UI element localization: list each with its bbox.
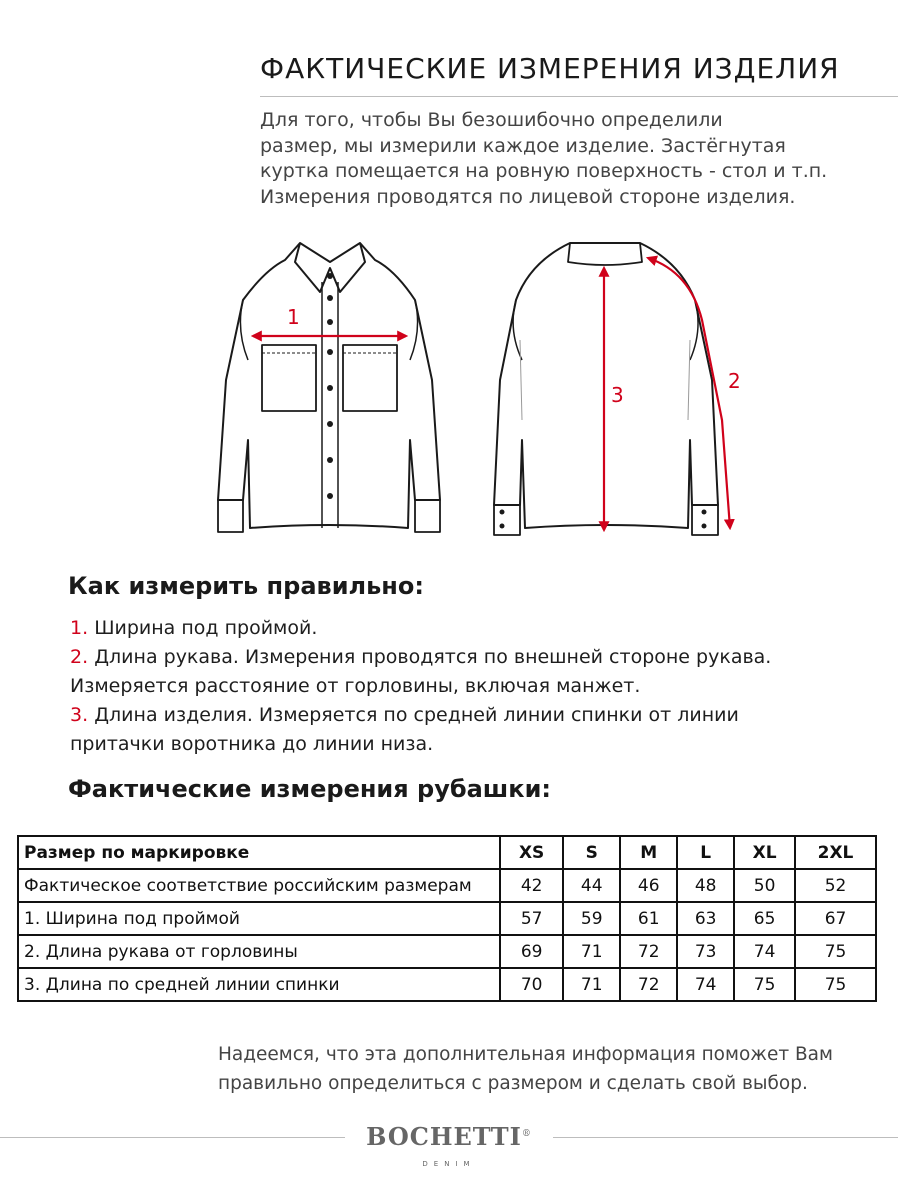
- table-cell: 75: [734, 968, 795, 1001]
- step-number: 2.: [70, 646, 89, 668]
- table-cell: 70: [500, 968, 563, 1001]
- step-text: Ширина под проймой.: [94, 617, 318, 639]
- brand-subtitle: DENIM: [422, 1160, 476, 1168]
- intro-line: Измерения проводятся по лицевой стороне изделия.: [260, 185, 796, 208]
- table-cell: 63: [677, 902, 734, 935]
- step-number: 3.: [70, 704, 89, 726]
- table-cell: 71: [563, 935, 620, 968]
- size-header-cell: M: [620, 836, 677, 869]
- measurement-steps: [70, 614, 771, 759]
- table-header-label: Размер по маркировке: [18, 836, 500, 869]
- table-cell: 48: [677, 869, 734, 902]
- step-3-line: [70, 701, 771, 730]
- closing-text: [218, 1040, 833, 1098]
- table-row: [18, 902, 876, 935]
- shirt-measurement-illustration: [195, 230, 755, 550]
- step-2-line: [70, 643, 771, 672]
- table-cell: 57: [500, 902, 563, 935]
- marker-2-label: 2: [728, 369, 741, 393]
- intro-line: куртка помещается на ровную поверхность - стол и т.п.: [260, 160, 828, 182]
- table-cell: 71: [563, 968, 620, 1001]
- closing-line: Надеемся, что эта дополнительная информация поможет Вам: [218, 1044, 833, 1065]
- table-cell: 44: [563, 869, 620, 902]
- size-table: [17, 835, 877, 1002]
- table-cell: 75: [795, 968, 876, 1001]
- step-2-line-cont: Измеряется расстояние от горловины, включая манжет.: [70, 675, 641, 697]
- table-cell: 46: [620, 869, 677, 902]
- brand-divider-right: [553, 1137, 898, 1138]
- table-row: [18, 935, 876, 968]
- step-text: Длина рукава. Измерения проводятся по внешней стороне рукава.: [94, 646, 772, 668]
- table-cell: 65: [734, 902, 795, 935]
- table-cell: 69: [500, 935, 563, 968]
- row-label: 2. Длина рукава от горловины: [18, 935, 500, 968]
- table-row: [18, 968, 876, 1001]
- table-cell: 52: [795, 869, 876, 902]
- marker-3-label: 3: [611, 383, 624, 407]
- brand-logo: [345, 1122, 553, 1151]
- row-label: 3. Длина по средней линии спинки: [18, 968, 500, 1001]
- table-cell: 72: [620, 935, 677, 968]
- table-cell: 74: [734, 935, 795, 968]
- how-to-heading: Как измерить правильно:: [68, 572, 424, 600]
- table-cell: 74: [677, 968, 734, 1001]
- intro-line: Для того, чтобы Вы безошибочно определили: [260, 109, 723, 131]
- intro-line: размер, мы измерили каждое изделие. Застёгнутая: [260, 134, 786, 157]
- table-cell: 61: [620, 902, 677, 935]
- brand-divider-left: [0, 1137, 345, 1138]
- step-text: Длина изделия. Измеряется по средней линии спинки от линии: [94, 704, 739, 726]
- table-cell: 50: [734, 869, 795, 902]
- table-cell: 42: [500, 869, 563, 902]
- table-cell: 72: [620, 968, 677, 1001]
- row-label: 1. Ширина под проймой: [18, 902, 500, 935]
- table-row: [18, 869, 876, 902]
- size-header-cell: XS: [500, 836, 563, 869]
- registered-mark: ®: [521, 1129, 532, 1139]
- step-1-line: [70, 614, 771, 643]
- row-label: Фактическое соответствие российским размерам: [18, 869, 500, 902]
- size-header-cell: L: [677, 836, 734, 869]
- step-3-line-cont: притачки воротника до линии низа.: [70, 733, 434, 755]
- intro-text: [260, 108, 860, 210]
- table-cell: 59: [563, 902, 620, 935]
- shirt-back-drawing: [494, 243, 718, 535]
- size-header-cell: 2XL: [795, 836, 876, 869]
- size-table-heading: Фактические измерения рубашки:: [68, 775, 551, 803]
- table-cell: 75: [795, 935, 876, 968]
- size-header-cell: XL: [734, 836, 795, 869]
- marker-1-label: 1: [287, 305, 300, 329]
- brand-name: BOCHETTI: [366, 1122, 522, 1151]
- size-header-cell: S: [563, 836, 620, 869]
- closing-line: правильно определиться с размером и сделать свой выбор.: [218, 1073, 808, 1094]
- table-cell: 73: [677, 935, 734, 968]
- page-title: ФАКТИЧЕСКИЕ ИЗМЕРЕНИЯ ИЗДЕЛИЯ: [260, 52, 840, 85]
- table-header-row: [18, 836, 876, 869]
- step-number: 1.: [70, 617, 89, 639]
- table-cell: 67: [795, 902, 876, 935]
- title-divider: [260, 96, 898, 97]
